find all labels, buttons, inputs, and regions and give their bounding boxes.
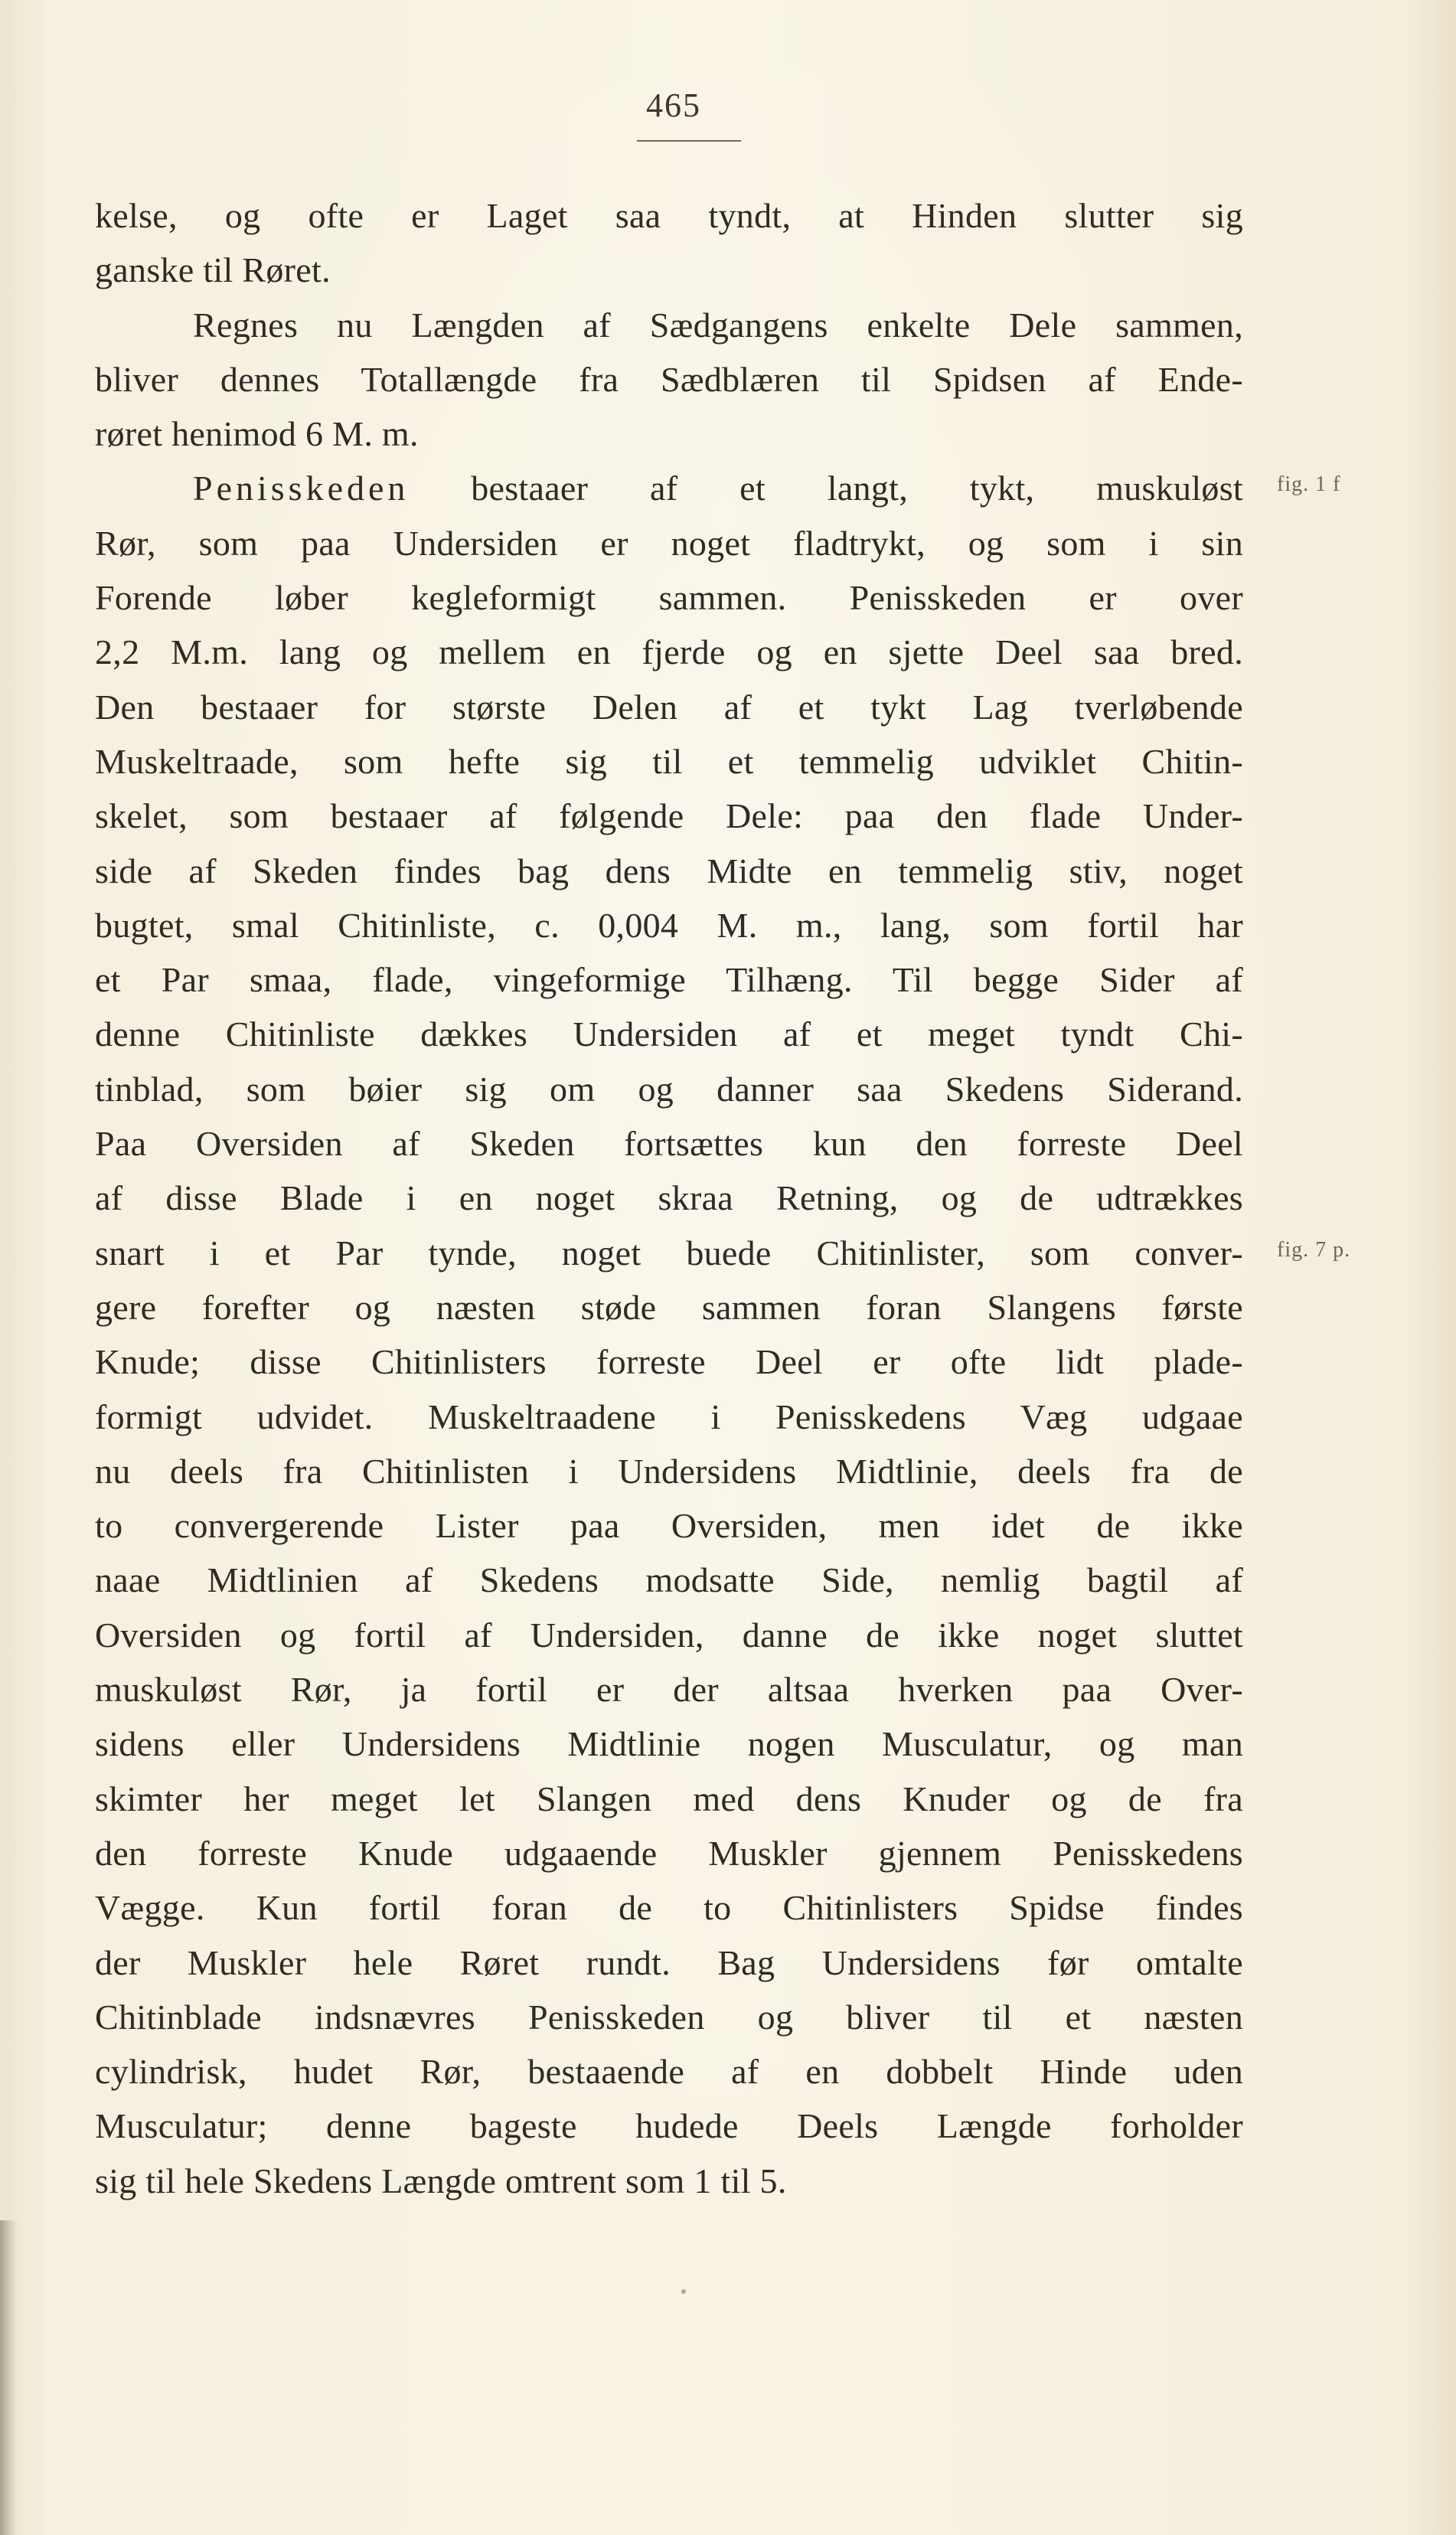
- text-line-16: denne Chitinliste dækkes Undersiden af et meget tyndt Chi-: [95, 1014, 1243, 1054]
- text-line-11: Muskeltraade, som hefte sig til et temmelig udviklet Chitin-: [95, 741, 1243, 781]
- text-line-10: Den bestaaer for største Delen af et tykt Lag tverløbende: [95, 687, 1243, 727]
- text-line-32: Vægge. Kun fortil foran de to Chitinlisters Spidse findes: [95, 1888, 1243, 1928]
- text-line-28: muskuløst Rør, ja fortil er der altsaa hverken paa Over-: [95, 1670, 1243, 1710]
- text-line-31: den forreste Knude udgaaende Muskler gjennem Penisskedens: [95, 1833, 1243, 1873]
- text-line-21: gere forefter og næsten støde sammen foran Slangens første: [95, 1287, 1243, 1327]
- section-term: Penisskeden: [193, 469, 410, 508]
- text-line-25: to convergerende Lister paa Oversiden, men idet de ikke: [95, 1506, 1243, 1546]
- margin-note-fig-7: fig. 7 p.: [1277, 1238, 1351, 1262]
- text-line-18: Paa Oversiden af Skeden fortsættes kun den forreste Deel: [95, 1124, 1243, 1164]
- text-line-3: Regnes nu Længden af Sædgangens enkelte Dele sammen,: [193, 305, 1243, 345]
- text-line-33: der Muskler hele Røret rundt. Bag Undersidens før omtalte: [95, 1942, 1243, 1982]
- text-line-30: skimter her meget let Slangen med dens Knuder og de fra: [95, 1779, 1243, 1818]
- text-line-9: 2,2 M.m. lang og mellem en fjerde og en sjette Deel saa bred.: [95, 632, 1243, 672]
- text-line-34: Chitinblade indsnævres Penisskeden og bliver til et næsten: [95, 1997, 1243, 2037]
- text-line-7: Rør, som paa Undersiden er noget fladtrykt, og som i sin: [95, 523, 1243, 563]
- text-line-6: [95, 461, 1243, 515]
- text-line-13: side af Skeden findes bag dens Midte en temmelig stiv, noget: [95, 851, 1243, 890]
- text-line-23: formigt udvidet. Muskeltraadene i Penisskedens Væg udgaae: [95, 1397, 1243, 1436]
- text-line-19: af disse Blade i en noget skraa Retning, og de udtrækkes: [95, 1178, 1243, 1218]
- text-line-8: Forende løber kegleformigt sammen. Penisskeden er over: [95, 578, 1243, 618]
- body-text: [95, 188, 1243, 2208]
- margin-note-fig-1: fig. 1 f: [1277, 472, 1341, 496]
- text-line-22: Knude; disse Chitinlisters forreste Deel er ofte lidt plade-: [95, 1342, 1243, 1382]
- page-number: 465: [646, 87, 701, 124]
- text-line-5: røret henimod 6 M. m.: [95, 414, 419, 454]
- text-line-2: ganske til Røret.: [95, 250, 331, 290]
- page-number-rule: [637, 140, 741, 142]
- print-speck: [681, 2289, 686, 2294]
- text-line-27: Oversiden og fortil af Undersiden, danne de ikke noget sluttet: [95, 1615, 1243, 1655]
- text-line-6-rest: bestaaer af et langt, tykt, muskuløst: [471, 469, 1243, 508]
- text-line-24: nu deels fra Chitinlisten i Undersidens Midtlinie, deels fra de: [95, 1451, 1243, 1491]
- text-line-29: sidens eller Undersidens Midtlinie nogen Musculatur, og man: [95, 1724, 1243, 1764]
- text-line-36: Musculatur; denne bageste hudede Deels Længde forholder: [95, 2106, 1243, 2146]
- text-line-35: cylindrisk, hudet Rør, bestaaende af en dobbelt Hinde uden: [95, 2052, 1243, 2092]
- text-line-37: sig til hele Skedens Længde omtrent som 1 til 5.: [95, 2161, 787, 2200]
- text-line-1: kelse, og ofte er Laget saa tyndt, at Hinden slutter sig: [95, 196, 1243, 235]
- text-line-17: tinblad, som bøier sig om og danner saa Skedens Siderand.: [95, 1069, 1243, 1109]
- text-line-26: naae Midtlinien af Skedens modsatte Side, nemlig bagtil af: [95, 1560, 1243, 1600]
- text-line-14: bugtet, smal Chitinliste, c. 0,004 M. m., lang, som fortil har: [95, 905, 1243, 945]
- text-line-12: skelet, som bestaaer af følgende Dele: paa den flade Under-: [95, 796, 1243, 836]
- text-line-20: snart i et Par tynde, noget buede Chitinlister, som conver-: [95, 1233, 1243, 1272]
- binding-shadow: [0, 2220, 17, 2535]
- text-line-4: bliver dennes Totallængde fra Sædblæren til Spidsen af Ende-: [95, 359, 1243, 399]
- text-line-15: et Par smaa, flade, vingeformige Tilhæng. Til begge Sider af: [95, 960, 1243, 1000]
